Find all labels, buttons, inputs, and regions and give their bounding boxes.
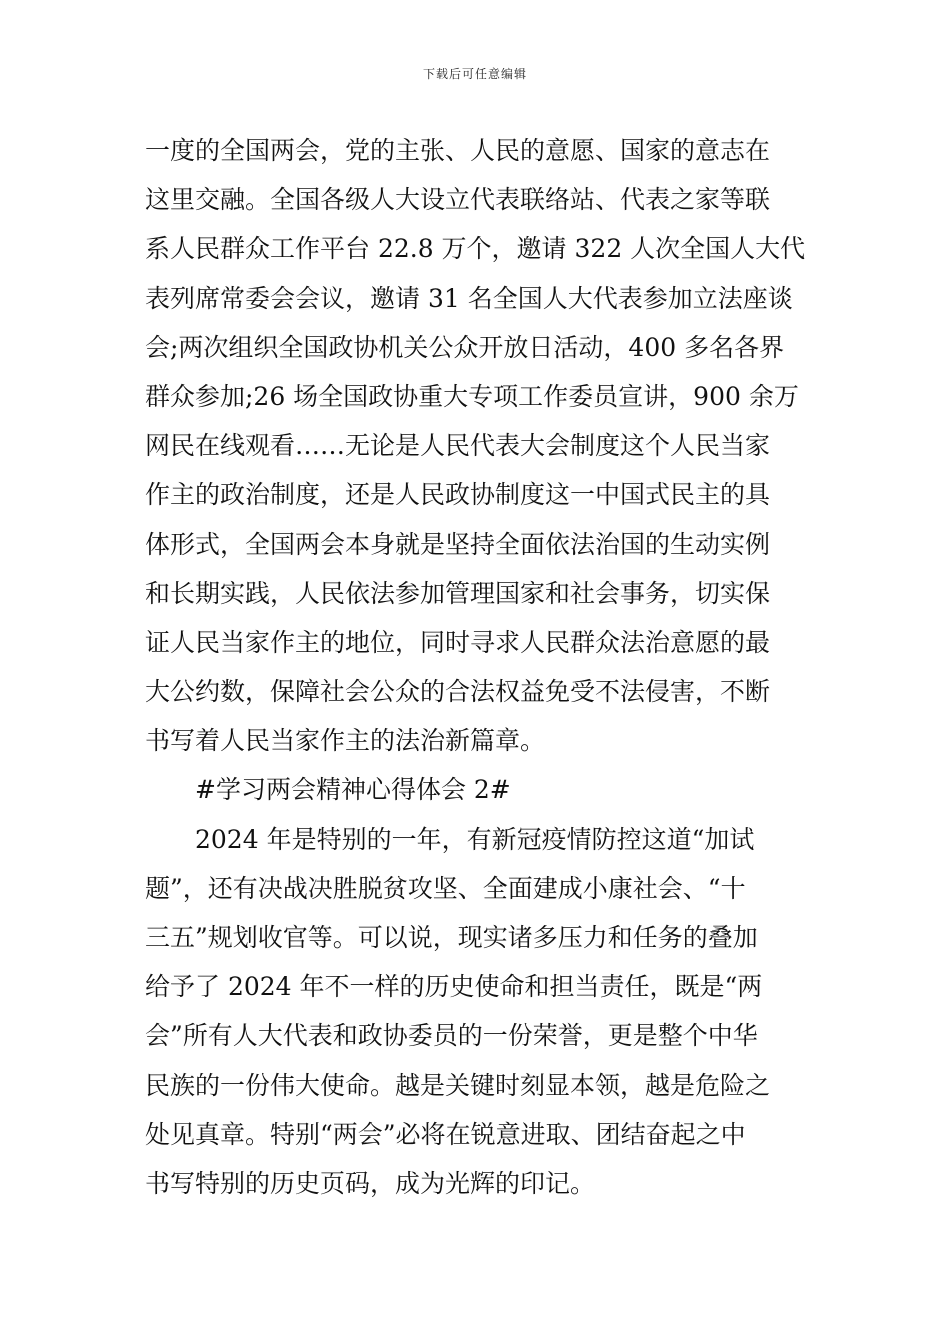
text-line: 大公约数，保障社会公众的合法权益免受不法侵害，不断: [145, 677, 771, 707]
heading-line: #学习两会精神心得体会 2#: [195, 775, 511, 805]
text-line: 题”，还有决战决胜脱贫攻坚、全面建成小康社会、“十: [145, 873, 746, 903]
text-line: 这里交融。全国各级人大设立代表联络站、代表之家等联: [145, 185, 771, 215]
text-line: 会;两次组织全国政协机关公众开放日活动，400 多名各界: [145, 332, 785, 362]
page-header: 下载后可任意编辑: [422, 67, 527, 81]
text-line: 三五”规划收官等。可以说，现实诸多压力和任务的叠加: [145, 923, 758, 952]
text-line: 会”所有人大代表和政协委员的一份荣誉，更是整个中华: [145, 1021, 758, 1051]
text-line: 系人民群众工作平台 22.8 万个，邀请 322 人次全国人大代: [145, 234, 806, 264]
text-line: 体形式，全国两会本身就是坚持全面依法治国的生动实例: [145, 529, 771, 559]
text-line: 网民在线观看……无论是人民代表大会制度这个人民当家: [145, 431, 771, 461]
text-line: 2024 年是特别的一年，有新冠疫情防控这道“加试: [195, 824, 755, 854]
text-line: 书写特别的历史页码，成为光辉的印记。: [145, 1168, 596, 1198]
text-line: 一度的全国两会，党的主张、人民的意愿、国家的意志在: [145, 136, 771, 165]
paragraph-1: [145, 126, 811, 765]
document-body: [145, 126, 811, 1208]
text-line: 作主的政治制度，还是人民政协制度这一中国式民主的具: [145, 480, 771, 510]
text-line: 证人民当家作主的地位，同时寻求人民群众法治意愿的最: [145, 627, 771, 657]
text-line: 处见真章。特别“两会”必将在锐意进取、团结奋起之中: [145, 1119, 746, 1149]
text-line: 群众参加;26 场全国政协重大专项工作委员宣讲，900 余万: [145, 381, 799, 411]
text-line: 书写着人民当家作主的法治新篇章。: [145, 726, 546, 756]
text-line: 给予了 2024 年不一样的历史使命和担当责任，既是“两: [145, 972, 763, 1002]
text-line: 表列席常委会会议，邀请 31 名全国人大代表参加立法座谈: [145, 283, 793, 313]
text-line: 和长期实践，人民依法参加管理国家和社会事务，切实保: [145, 578, 771, 608]
text-line: 民族的一份伟大使命。越是关键时刻显本领，越是危险之: [145, 1070, 771, 1100]
paragraph-2: [145, 815, 811, 1209]
section-heading: [145, 765, 811, 814]
